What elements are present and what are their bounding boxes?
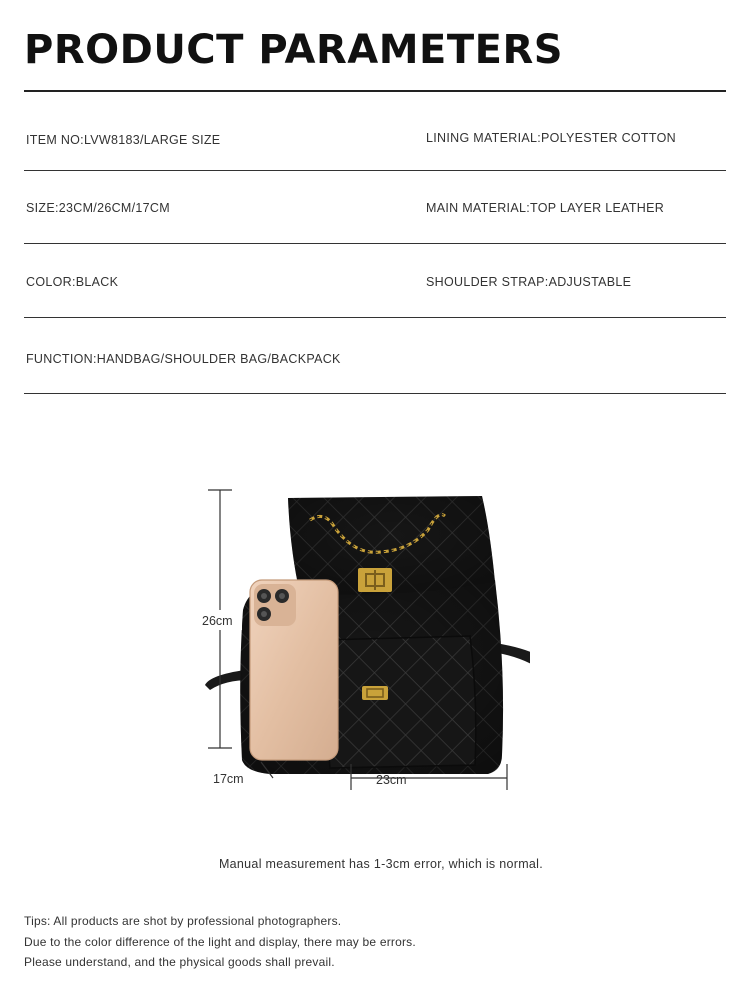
param-shoulder-strap bbox=[426, 276, 631, 289]
param-label: SIZE: bbox=[26, 201, 59, 215]
phone-for-scale bbox=[250, 580, 338, 760]
param-value: ADJUSTABLE bbox=[548, 275, 632, 289]
param-function bbox=[26, 353, 341, 366]
flap-clasp bbox=[358, 568, 392, 592]
width-label: 23cm bbox=[376, 773, 407, 787]
tips-line: Please understand, and the physical goods shall prevail. bbox=[24, 955, 335, 969]
page-title: PRODUCT PARAMETERS bbox=[24, 27, 564, 73]
tips-line: Tips: All products are shot by professional photographers. bbox=[24, 914, 342, 928]
param-value: TOP LAYER LEATHER bbox=[529, 201, 665, 215]
param-value: POLYESTER COTTON bbox=[541, 131, 676, 145]
param-lining-material bbox=[426, 132, 676, 145]
row-divider bbox=[24, 393, 726, 394]
front-pocket bbox=[325, 636, 476, 768]
param-value: 23CM/26CM/17CM bbox=[58, 201, 170, 215]
row-divider bbox=[24, 170, 726, 171]
tips-block bbox=[24, 911, 416, 973]
product-image bbox=[110, 470, 530, 810]
param-label: FUNCTION: bbox=[26, 352, 97, 366]
param-label: ITEM NO: bbox=[26, 133, 84, 147]
row-divider bbox=[24, 317, 726, 318]
param-label: COLOR: bbox=[26, 275, 76, 289]
param-label: MAIN MATERIAL: bbox=[426, 201, 530, 215]
param-label: LINING MATERIAL: bbox=[426, 131, 542, 145]
tips-line: Due to the color difference of the light and display, there may be errors. bbox=[24, 934, 416, 949]
param-value: LVW8183/LARGE SIZE bbox=[83, 133, 221, 147]
param-item-no bbox=[26, 134, 220, 147]
param-label: SHOULDER STRAP: bbox=[426, 275, 549, 289]
height-label: 26cm bbox=[202, 614, 233, 628]
measurement-note: Manual measurement has 1-3cm error, which is normal. bbox=[218, 857, 544, 871]
depth-label: 17cm bbox=[213, 772, 244, 786]
param-main-material bbox=[426, 202, 664, 215]
pocket-clasp bbox=[362, 686, 388, 700]
param-value: HANDBAG/SHOULDER BAG/BACKPACK bbox=[96, 352, 341, 366]
title-divider bbox=[24, 90, 726, 92]
param-size bbox=[26, 202, 170, 215]
param-color bbox=[26, 276, 118, 289]
row-divider bbox=[24, 243, 726, 244]
param-value: BLACK bbox=[75, 275, 119, 289]
